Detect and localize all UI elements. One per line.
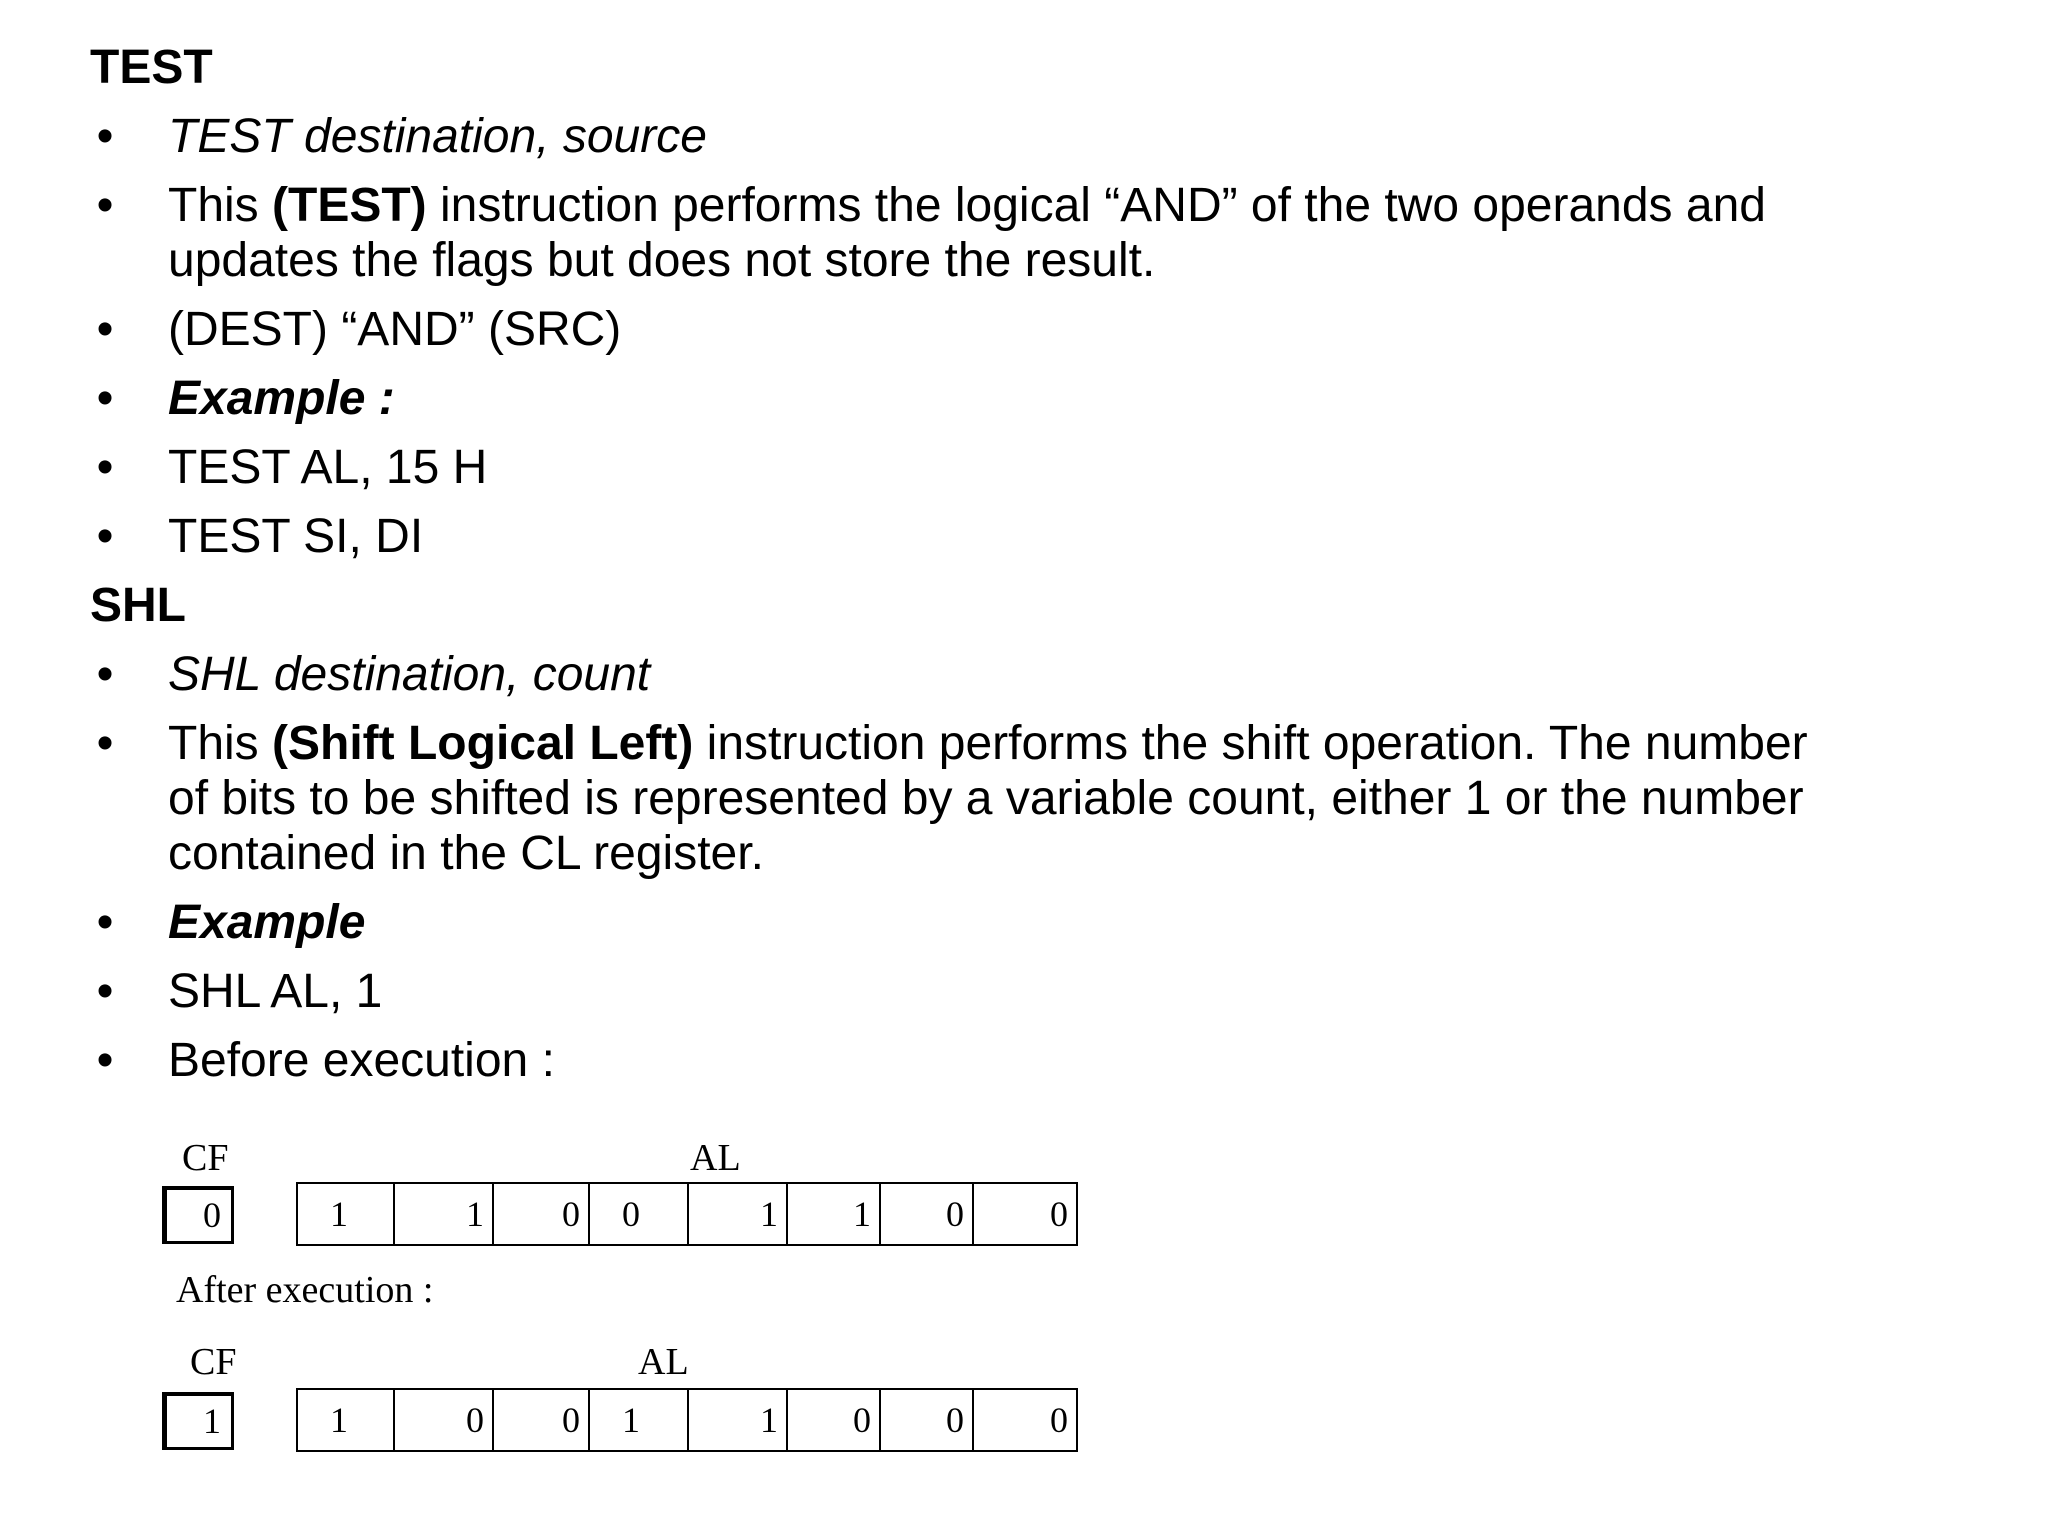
bullet-text-line-1: This (TEST) instruction performs the logical “AND” of the two operands and: [168, 179, 1766, 232]
bullet-text: SHL destination, count: [168, 648, 651, 701]
bit-cell: 0: [881, 1184, 974, 1244]
bit-cell: 0: [494, 1184, 590, 1244]
bit-cell: 1: [689, 1184, 788, 1244]
section-heading-shl: SHL: [90, 579, 186, 632]
bit-cell: 0: [881, 1390, 974, 1450]
bullet-text: (DEST) “AND” (SRC): [168, 303, 622, 356]
bullet-dot: •: [96, 110, 114, 163]
bullet-text: TEST SI, DI: [168, 510, 424, 563]
al-register-before: [296, 1182, 1078, 1246]
cf-box-before: 0: [162, 1186, 234, 1244]
bullet-text: TEST AL, 15 H: [168, 441, 488, 494]
bullet-text: Before execution :: [168, 1034, 555, 1087]
bit-cell: 1: [395, 1184, 494, 1244]
bit-cell: 0: [590, 1184, 689, 1244]
bit-cell: 0: [1050, 1194, 1068, 1234]
section-heading-test: TEST: [90, 41, 213, 94]
bullet-text-line-3: contained in the CL register.: [168, 827, 764, 880]
al-label-before: AL: [690, 1137, 741, 1179]
bullet-dot: •: [96, 179, 114, 232]
bullet-dot: •: [96, 965, 114, 1018]
bit-cell: 1: [590, 1390, 689, 1450]
after-execution-label: After execution :: [176, 1269, 434, 1311]
bullet-dot: •: [96, 303, 114, 356]
bit-cell: 0: [1050, 1400, 1068, 1440]
bullet-text-line-2: of bits to be shifted is represented by a variable count, either 1 or the number: [168, 772, 1804, 825]
bit-cell: 1: [298, 1184, 395, 1244]
bit-cell: 1: [689, 1390, 788, 1450]
cf-box-after: 1: [162, 1392, 234, 1450]
bullet-dot: •: [96, 1034, 114, 1087]
bullet-text: TEST destination, source: [168, 110, 707, 163]
bullet-text-line-2: updates the flags but does not store the result.: [168, 234, 1156, 287]
bit-cell: 0: [395, 1390, 494, 1450]
register-diagram: [160, 1120, 1100, 1536]
bit-cell: 0: [494, 1390, 590, 1450]
cf-label-before: CF: [182, 1137, 229, 1179]
bullet-dot: •: [96, 896, 114, 949]
bullet-dot: •: [96, 441, 114, 494]
bit-cell: 1: [298, 1390, 395, 1450]
bullet-dot: •: [96, 648, 114, 701]
cf-label-after: CF: [190, 1341, 237, 1383]
bullet-text: Example :: [168, 372, 395, 425]
bullet-dot: •: [96, 717, 114, 770]
bullet-text: SHL AL, 1: [168, 965, 383, 1018]
bullet-text-line-1: This (Shift Logical Left) instruction performs the shift operation. The number: [168, 717, 1808, 770]
bullet-dot: •: [96, 372, 114, 425]
al-register-after: [296, 1388, 1078, 1452]
bit-cell: 0: [788, 1390, 881, 1450]
bullet-text: Example: [168, 896, 366, 949]
bullet-dot: •: [96, 510, 114, 563]
al-label-after: AL: [638, 1341, 689, 1383]
bit-cell: 1: [788, 1184, 881, 1244]
